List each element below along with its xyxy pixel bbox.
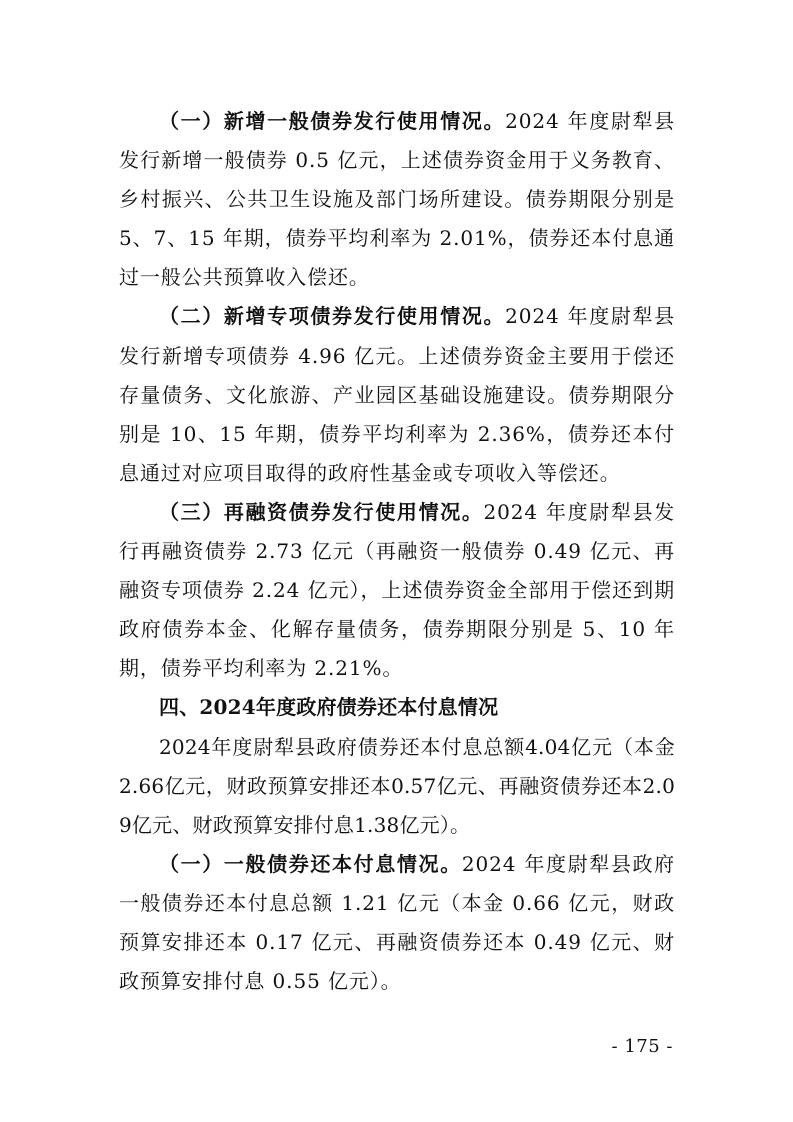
paragraph-lead: （二）新增专项债券发行使用情况。 [159, 304, 506, 329]
section-heading: 四、2024年度政府债券还本付息情况 [159, 695, 499, 720]
paragraph-text: 2024 年度尉犁县发行新增一般债券 0.5 亿元，上述债券资金用于义务教育、乡村振兴、公共卫生设施及部门场所建设。债券期限分别是 5、7、15 年期，债券平均利率为 2.01%，债券还本付息通过一般公共预算收入偿还。 [119, 109, 675, 290]
page-body [119, 102, 675, 1001]
paragraph-new-general-bonds [119, 102, 675, 297]
paragraph-text: 2024 年度尉犁县发行再融资债券 2.73 亿元（再融资一般债券 0.49 亿元、再融资专项债券 2.24 亿元），上述债券资金全部用于偿还到期政府债券本金、化解存量债务，债券期限分别是 5、10 年期，债券平均利率为 2.21%。 [119, 499, 676, 681]
paragraph-general-bond-repayment [119, 845, 675, 1001]
paragraph-text: 2024 年度尉犁县政府一般债券还本付息总额 1.21 亿元（本金 0.66 亿元，财政预算安排还本 0.17 亿元、再融资债券还本 0.49 亿元、财政预算安排付息 0.55 亿元）。 [119, 851, 675, 994]
summary-paragraph [119, 728, 675, 845]
paragraph-refinancing-bonds [119, 493, 675, 688]
paragraph-text: 2024 年度尉犁县发行新增专项债券 4.96 亿元。上述债券资金主要用于偿还存量债务、文化旅游、产业园区基础设施建设。债券期限分别是 10、15 年期，债券平均利率为 2.36%，债券还本付息通过对应项目取得的政府性基金或专项收入等偿还。 [119, 304, 675, 485]
page-number: - 175 - [611, 1036, 673, 1057]
paragraph-new-special-bonds [119, 297, 675, 492]
paragraph-lead: （一）新增一般债券发行使用情况。 [159, 109, 506, 133]
paragraph-lead: （一）一般债券还本付息情况。 [159, 851, 462, 876]
paragraph-lead: （三）再融资债券发行使用情况。 [159, 499, 484, 524]
paragraph-text: 2024年度尉犁县政府债券还本付息总额4.04亿元（本金2.66亿元，财政预算安排还本0.57亿元、再融资债券还本2.09亿元、财政预算安排付息1.38亿元）。 [119, 734, 675, 837]
